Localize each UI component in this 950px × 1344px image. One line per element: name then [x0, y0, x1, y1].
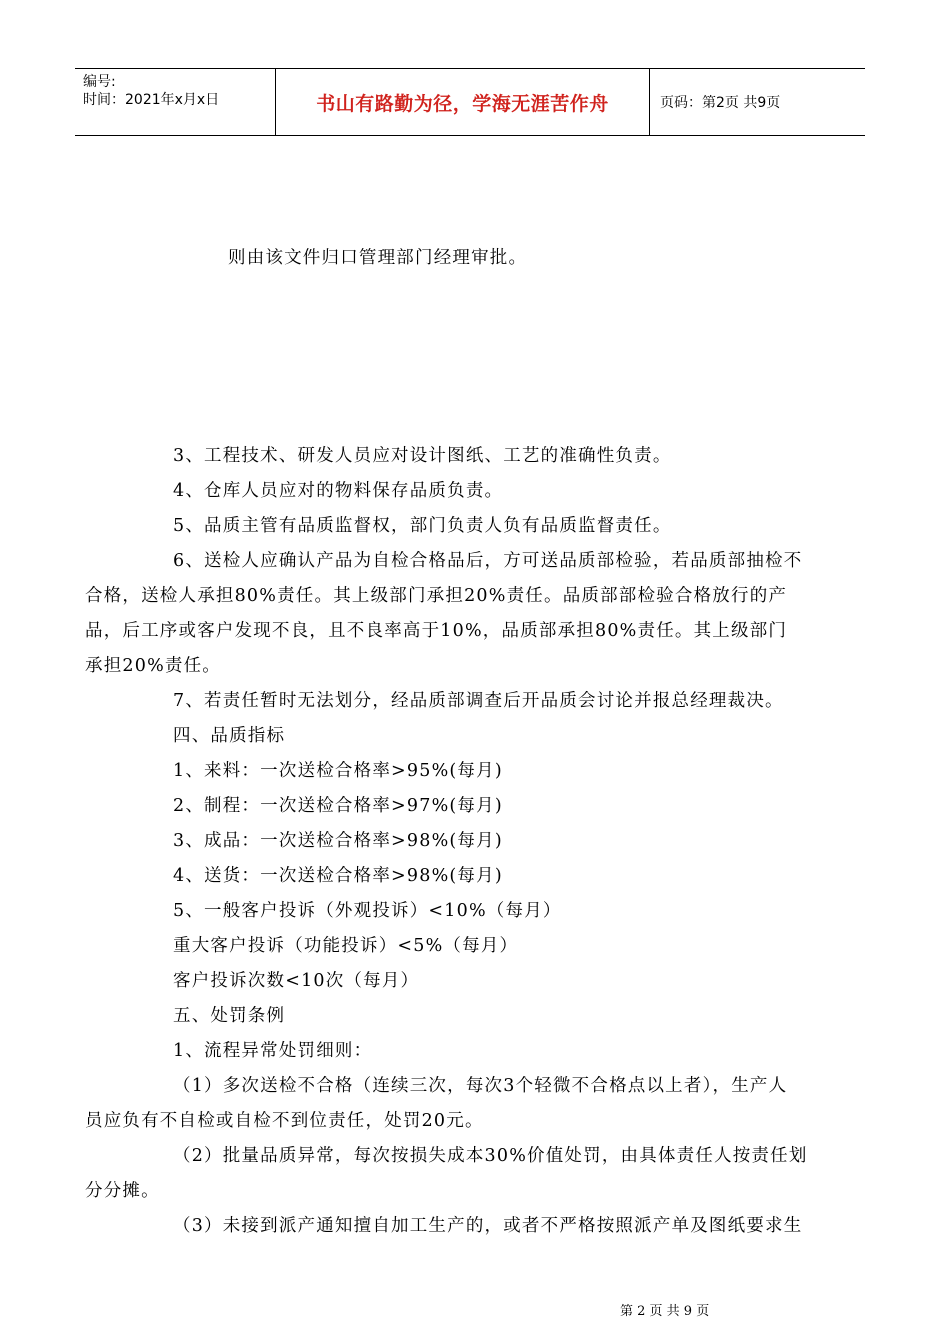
section-heading-penalties: 五、处罚条例: [173, 1006, 286, 1026]
indicator-finished: 3、成品：一次送检合格率>98%(每月): [173, 831, 503, 851]
body-line-approval: 则由该文件归口管理部门经理审批。: [228, 248, 528, 268]
body-line-item-6-cont-2: 品，后工序或客户发现不良，且不良率高于10%，品质部承担80%责任。其上级部门: [85, 621, 788, 641]
body-line-item-6-cont-1: 合格，送检人承担80%责任。其上级部门承担20%责任。品质部部检验合格放行的产: [85, 586, 788, 606]
page-footer: 第 2 页 共 9 页: [620, 1304, 710, 1319]
indicator-major-complaints: 重大客户投诉（功能投诉）<5%（每月）: [173, 936, 519, 956]
body-line-item-7: 7、若责任暂时无法划分，经品质部调查后开品质会讨论并报总经理裁决。: [173, 691, 784, 711]
penalty-item-3: （3）未接到派产通知擅自加工生产的，或者不严格按照派产单及图纸要求生: [173, 1216, 803, 1236]
penalty-item-1: （1）多次送检不合格（连续三次，每次3个轻微不合格点以上者），生产人: [173, 1076, 788, 1096]
header-page-info: 页码：第2页 共9页: [660, 95, 781, 111]
section-heading-quality-indicators: 四、品质指标: [173, 726, 286, 746]
penalty-item-1-cont: 员应负有不自检或自检不到位责任，处罚20元。: [85, 1111, 484, 1131]
body-line-item-6-cont-3: 承担20%责任。: [85, 656, 221, 676]
penalty-item-2-cont: 分分摊。: [85, 1181, 160, 1201]
document-time-label: 时间：2021年x月x日: [83, 92, 220, 108]
header-motto: 书山有路勤为径，学海无涯苦作舟: [276, 69, 650, 135]
indicator-delivery: 4、送货：一次送检合格率>98%(每月): [173, 866, 503, 886]
indicator-incoming: 1、来料：一次送检合格率>95%(每月): [173, 761, 503, 781]
body-line-item-6: 6、送检人应确认产品为自检合格品后，方可送品质部检验，若品质部抽检不: [173, 551, 803, 571]
indicator-general-complaints: 5、一般客户投诉（外观投诉）<10%（每月）: [173, 901, 562, 921]
body-line-item-4: 4、仓库人员应对的物料保存品质负责。: [173, 481, 504, 501]
penalty-item-2: （2）批量品质异常，每次按损失成本30%价值处罚，由具体责任人按责任划: [173, 1146, 808, 1166]
body-line-item-3: 3、工程技术、研发人员应对设计图纸、工艺的准确性负责。: [173, 446, 672, 466]
document-header: [75, 68, 865, 136]
body-line-item-5: 5、品质主管有品质监督权，部门负责人负有品质监督责任。: [173, 516, 672, 536]
indicator-process: 2、制程：一次送检合格率>97%(每月): [173, 796, 503, 816]
header-meta: [75, 69, 276, 135]
indicator-complaint-count: 客户投诉次数<10次（每月）: [173, 971, 420, 991]
penalty-process-heading: 1、流程异常处罚细则：: [173, 1041, 373, 1061]
document-number-label: 编号:: [83, 74, 116, 90]
